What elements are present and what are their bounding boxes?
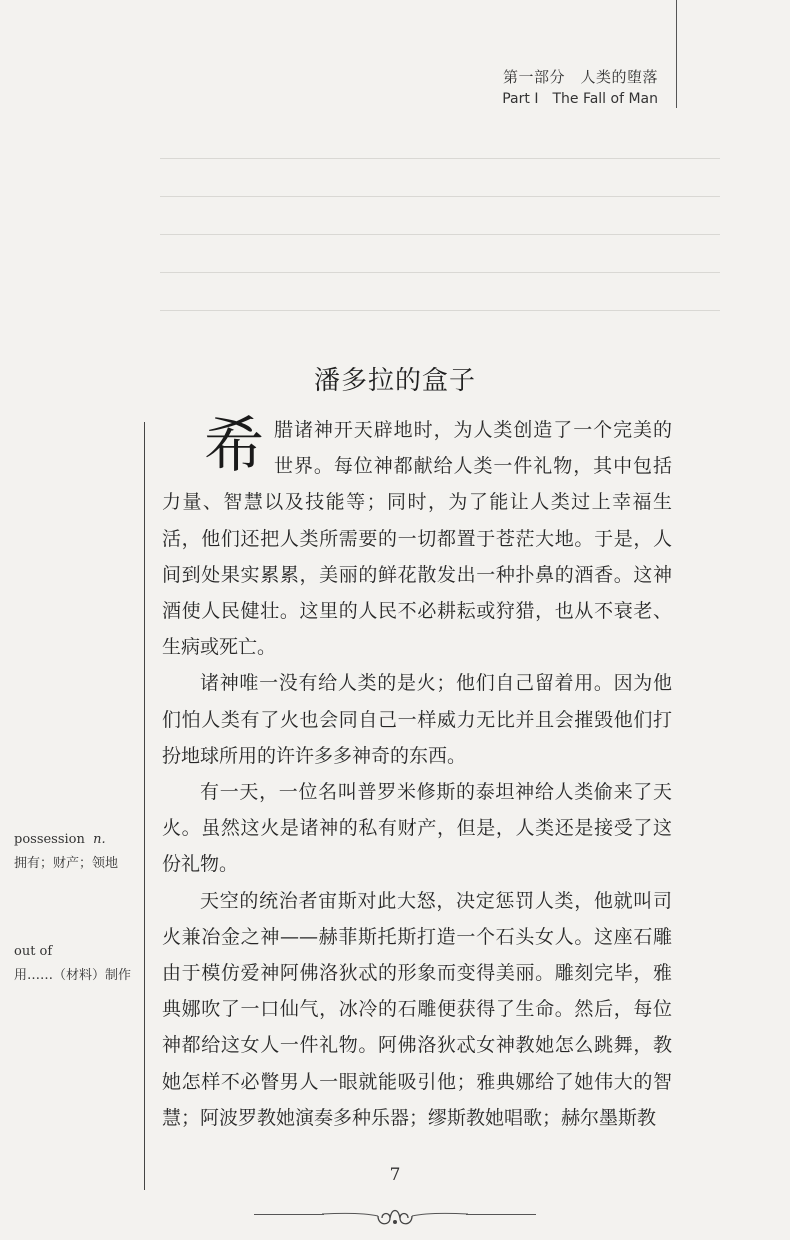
bleed-through-line [160, 196, 720, 197]
gloss-meaning: 用……（材料）制作 [14, 968, 132, 983]
running-head-chinese: 第一部分 人类的堕落 [502, 68, 658, 86]
running-head-english: Part Ⅰ The Fall of Man [502, 91, 658, 107]
paragraph: 有一天，一位名叫普罗米修斯的泰坦神给人类偷来了天火。虽然这火是诸神的私有财产，但是，人类还是接受了这份礼物。 [162, 781, 672, 876]
bleed-through-line [160, 272, 720, 273]
header-vertical-rule [676, 0, 677, 108]
bleed-through-line [160, 310, 720, 311]
ornament-flourish-icon [320, 1202, 470, 1230]
page-number: 7 [389, 1165, 401, 1185]
running-head [502, 66, 658, 110]
paragraph [162, 412, 672, 665]
body-text [162, 412, 672, 1136]
margin-gloss [14, 828, 142, 876]
margin-gloss [14, 940, 142, 988]
paragraph: 天空的统治者宙斯对此大怒，决定惩罚人类，他就叫司火兼冶金之神——赫菲斯托斯打造一个石头女人。这座石雕由于模仿爱神阿佛洛狄忒的形象而变得美丽。雕刻完毕，雅典娜吹了一口仙气，冰冷的石雕便获得了生命。然后，每位神都给这女人一件礼物。阿佛洛狄忒女神教她怎么跳舞，教她怎样不必瞥男人一眼就能吸引他；雅典娜给了她伟大的智慧；阿波罗教她演奏多种乐器；缪斯教她唱歌；赫尔墨斯教 [162, 889, 672, 1129]
gloss-meaning: 拥有；财产；领地 [14, 856, 119, 871]
bleed-through-line [160, 234, 720, 235]
footer-rule-left [254, 1214, 324, 1215]
footer-rule-right [466, 1214, 536, 1215]
drop-cap: 希 [204, 411, 264, 481]
bleed-through-line [160, 158, 720, 159]
gloss-term: out of [14, 944, 53, 959]
paragraph-text: 腊诸神开天辟地时，为人类创造了一个完美的世界。每位神都献给人类一件礼物，其中包括力量、智慧以及技能等；同时，为了能让人类过上幸福生活，他们还把人类所需要的一切都置于苍茫大地。于是，人间到处果实累累，美丽的鲜花散发出一种扑鼻的酒香。这神酒使人民健壮。这里的人民不必耕耘或狩猎，也从不衰老、生病或死亡。 [162, 419, 672, 659]
paragraph: 诸神唯一没有给人类的是火；他们自己留着用。因为他们怕人类有了火也会同自己一样威力无比并且会摧毁他们打扮地球所用的许许多多神奇的东西。 [162, 672, 672, 767]
chapter-title: 潘多拉的盒子 [313, 366, 476, 396]
margin-vertical-rule [144, 422, 145, 1190]
gloss-term: possession [14, 832, 85, 847]
gloss-part-of-speech: n. [93, 832, 106, 847]
